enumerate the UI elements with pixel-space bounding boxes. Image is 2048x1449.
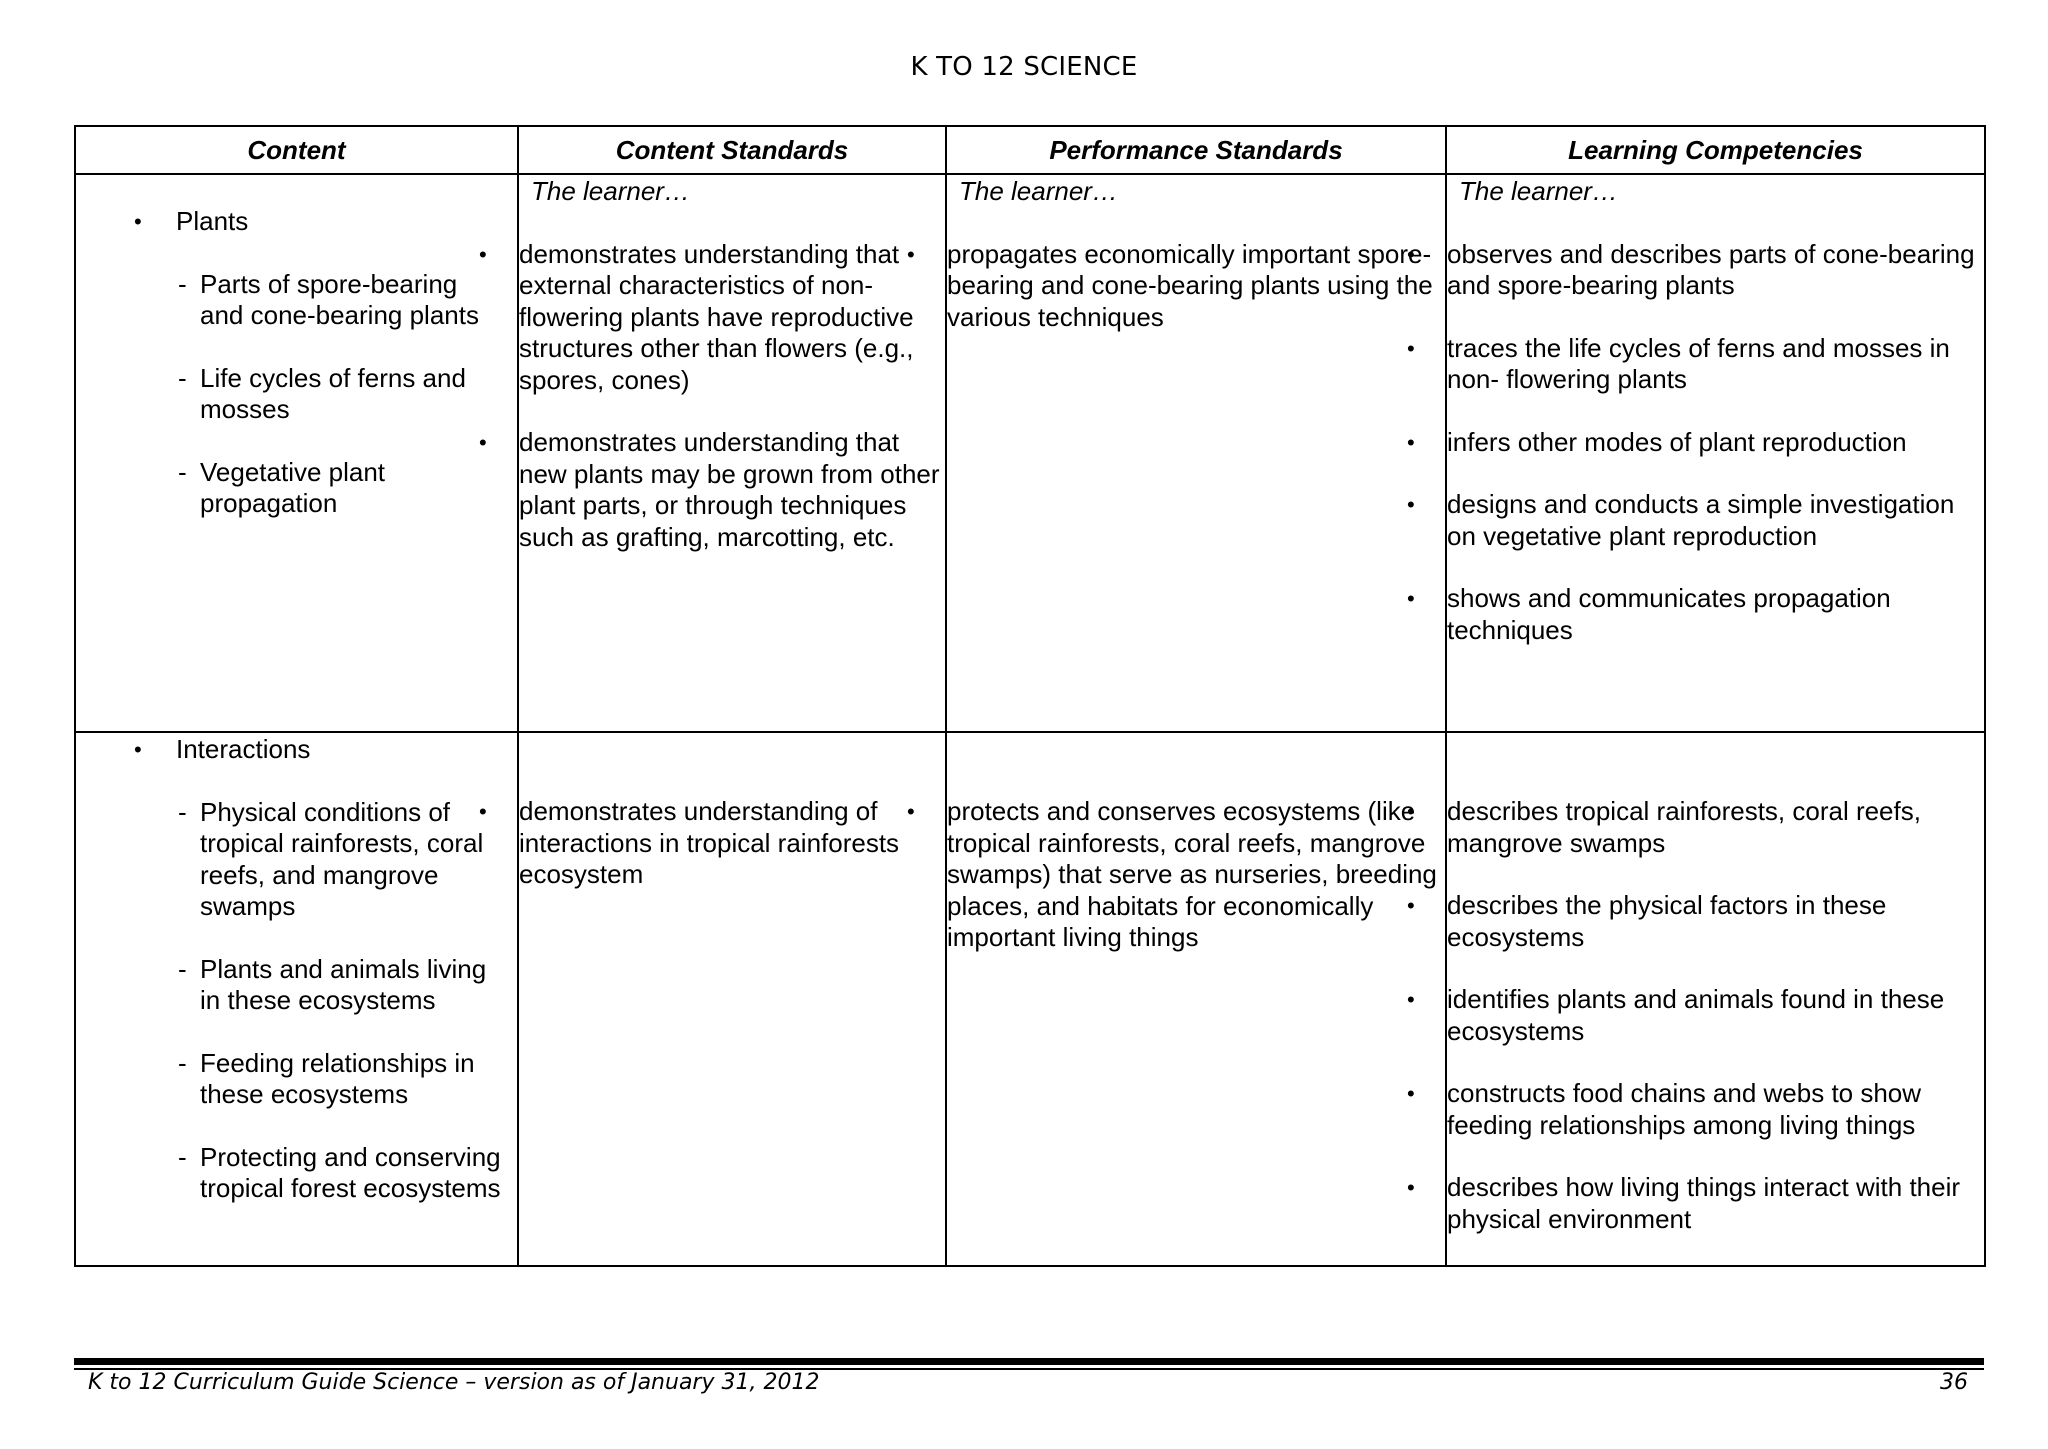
- list-item: - Feeding relationships in these ecosystems: [200, 1048, 507, 1111]
- list-item: • shows and communicates propagation techniques: [1447, 583, 1984, 646]
- list-item: • describes the physical factors in these ecosystems: [1447, 890, 1984, 953]
- content-subtopic-list: [200, 797, 507, 1205]
- content-subtopic-list: [200, 269, 507, 520]
- page-number: 36: [1940, 1370, 1968, 1395]
- list-item: • demonstrates understanding that external characteristics of non-flowering plants have reproductive structures other than flowers (e.g., spores, cones): [519, 239, 945, 397]
- footer-document-version: K to 12 Curriculum Guide Science – version as of January 31, 2012: [88, 1370, 820, 1395]
- performance-standards-list: [947, 733, 1445, 954]
- content-topic: • Plants: [176, 206, 507, 238]
- column-header-performance-standards: Performance Standards: [946, 126, 1446, 174]
- list-item: • protects and conserves ecosystems (like tropical rainforests, coral reefs, mangrove swamps) that serve as nurseries, breeding places, and habitats for economically important living things: [947, 796, 1445, 954]
- list-item: - Life cycles of ferns and mosses: [200, 363, 507, 426]
- learner-prefix: The learner…: [959, 176, 1118, 206]
- list-item: • infers other modes of plant reproduction: [1447, 427, 1984, 459]
- column-header-learning-competencies: Learning Competencies: [1446, 126, 1985, 174]
- content-standards-list: [519, 239, 945, 554]
- content-standards-cell: [518, 732, 946, 1266]
- content-cell: [75, 174, 518, 732]
- list-item: - Protecting and conserving tropical forest ecosystems: [200, 1142, 507, 1205]
- learning-competencies-cell: [1446, 174, 1985, 732]
- learning-competencies-cell: [1446, 732, 1985, 1266]
- column-header-content-standards: Content Standards: [518, 126, 946, 174]
- list-item: • demonstrates understanding that new plants may be grown from other plant parts, or through techniques such as grafting, marcotting, etc.: [519, 427, 945, 553]
- page-header: K TO 12 SCIENCE: [910, 52, 1138, 82]
- content-cell: [75, 732, 518, 1266]
- list-item: • describes tropical rainforests, coral reefs, mangrove swamps: [1447, 796, 1984, 859]
- list-item: • constructs food chains and webs to show feeding relationships among living things: [1447, 1078, 1984, 1141]
- learner-prefix: The learner…: [1459, 176, 1618, 206]
- list-item: - Parts of spore-bearing and cone-bearing plants: [200, 269, 507, 332]
- learning-competencies-list: [1447, 733, 1984, 1235]
- list-item: • describes how living things interact with their physical environment: [1447, 1172, 1984, 1235]
- list-item: - Plants and animals living in these ecosystems: [200, 954, 507, 1017]
- list-item: - Vegetative plant propagation: [200, 457, 507, 520]
- content-topic: • Interactions: [176, 734, 507, 766]
- learner-prefix: The learner…: [531, 176, 690, 206]
- content-standards-cell: [518, 174, 946, 732]
- column-header-content: Content: [75, 126, 518, 174]
- list-item: • demonstrates understanding of interactions in tropical rainforests ecosystem: [519, 796, 945, 891]
- performance-standards-cell: [946, 174, 1446, 732]
- learning-competencies-list: [1447, 239, 1984, 647]
- performance-standards-list: [947, 239, 1445, 334]
- list-item: - Physical conditions of tropical rainforests, coral reefs, and mangrove swamps: [200, 797, 507, 923]
- curriculum-table: [74, 125, 1986, 1267]
- table-row: [75, 174, 1985, 732]
- list-item: • propagates economically important spore-bearing and cone-bearing plants using the various techniques: [947, 239, 1445, 334]
- list-item: • observes and describes parts of cone-bearing and spore-bearing plants: [1447, 239, 1984, 302]
- table-header-row: [75, 126, 1985, 174]
- list-item: • identifies plants and animals found in these ecosystems: [1447, 984, 1984, 1047]
- content-standards-list: [519, 733, 945, 891]
- table-row: [75, 732, 1985, 1266]
- performance-standards-cell: [946, 732, 1446, 1266]
- list-item: • designs and conducts a simple investigation on vegetative plant reproduction: [1447, 489, 1984, 552]
- footer-rule: [74, 1358, 1984, 1365]
- list-item: • traces the life cycles of ferns and mosses in non- flowering plants: [1447, 333, 1984, 396]
